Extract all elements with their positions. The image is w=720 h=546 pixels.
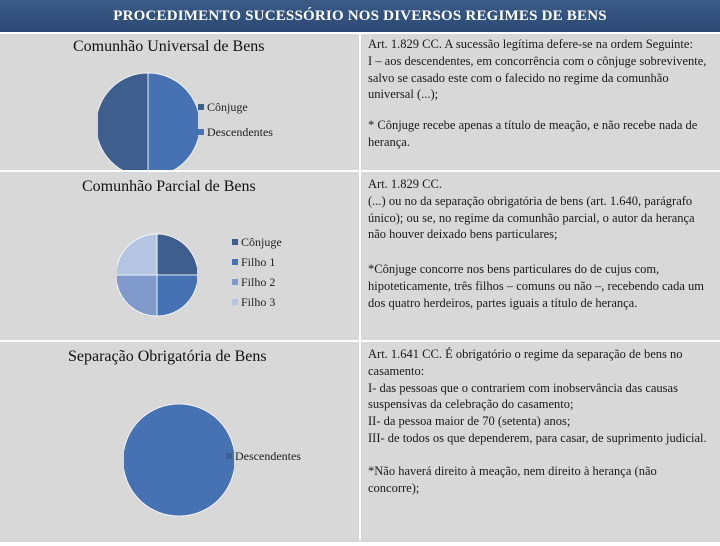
pie-chart (117, 230, 197, 320)
article-clause: I- das pessoas que o contrariem com inobservância das causas suspensivas da celebração do casamento; (368, 380, 678, 412)
legend-label: Cônjuge (241, 234, 282, 249)
legend-item (198, 122, 273, 142)
article-clause: I – aos descendentes, em concorrência com o cônjuge sobrevivente, salvo se casado este com o falecido no regime da comunhão universal (...); (368, 53, 707, 102)
legend-swatch (198, 129, 204, 135)
article-heading: Art. 1.829 CC. (368, 177, 442, 191)
legend-item (232, 292, 282, 312)
legend-swatch (232, 299, 238, 305)
legend-label: Cônjuge (207, 99, 248, 114)
legend-swatch (232, 279, 238, 285)
pie-slice-filho-1 (157, 275, 197, 316)
note-text: *Não haverá direito à meação, nem direito à herança (não concorre); (368, 463, 657, 495)
pie-slice-descendentes (98, 73, 148, 177)
pie-slice-cônjuge (157, 234, 197, 275)
chart-panel (0, 172, 359, 342)
legend-item (232, 232, 282, 252)
legend-label: Filho 1 (241, 254, 276, 269)
legal-text (368, 176, 708, 346)
legend-item (226, 446, 301, 466)
pie-slice-cônjuge (148, 73, 198, 177)
column-divider (359, 32, 361, 540)
chart-title: Separação Obrigatória de Bens (68, 348, 267, 365)
pie-slice-filho-3 (117, 234, 157, 275)
chart-title: Comunhão Universal de Bens (73, 38, 265, 55)
legal-text (368, 346, 708, 546)
chart-panel (0, 34, 359, 172)
article-heading: Art. 1.641 CC. É obrigatório o regime da separação de bens no casamento: (368, 347, 683, 378)
chart-legend (226, 446, 301, 466)
pie-chart (124, 400, 234, 520)
legend-label: Filho 3 (241, 294, 276, 309)
legend-swatch (232, 239, 238, 245)
chart-panel (0, 342, 359, 542)
pie-chart (98, 70, 198, 180)
chart-title: Comunhão Parcial de Bens (82, 178, 256, 195)
legend-item (232, 252, 282, 272)
legend-label: Descendentes (235, 448, 301, 463)
note-text: * Cônjuge recebe apenas a título de meação, e não recebe nada de herança. (368, 118, 698, 149)
legend-item (198, 92, 273, 122)
article-clause: III- de todos os que dependerem, para casar, de suprimento judicial. (368, 430, 707, 445)
pie-slice-descendentes (124, 404, 234, 516)
chart-legend (232, 232, 282, 312)
legend-swatch (198, 104, 204, 110)
page-title: PROCEDIMENTO SUCESSÓRIO NOS DIVERSOS REGIMES DE BENS (0, 0, 720, 32)
legend-label: Descendentes (207, 124, 273, 139)
article-clause: II- da pessoa maior de 70 (setenta) anos; (368, 414, 571, 429)
legend-swatch (232, 259, 238, 265)
legend-swatch (226, 453, 232, 459)
legend-item (232, 272, 282, 292)
chart-legend (198, 92, 273, 142)
article-clause: (...) ou no da separação obrigatória de bens (art. 1.640, parágrafo único); ou se, no regime da comunhão parcial, o autor da herança não houver deixado bens particulares; (368, 193, 695, 242)
legend-label: Filho 2 (241, 274, 276, 289)
pie-slice-filho-2 (117, 275, 157, 316)
article-heading: Art. 1.829 CC. A sucessão legítima defere-se na ordem Seguinte: (368, 37, 693, 51)
legal-text (368, 36, 708, 174)
note-text: *Cônjuge concorre nos bens particulares do de cujus com, hipoteticamente, três filhos – comuns ou não –, recebendo cada um dos quatro herdeiros, partes iguais a título de herança. (368, 262, 705, 310)
